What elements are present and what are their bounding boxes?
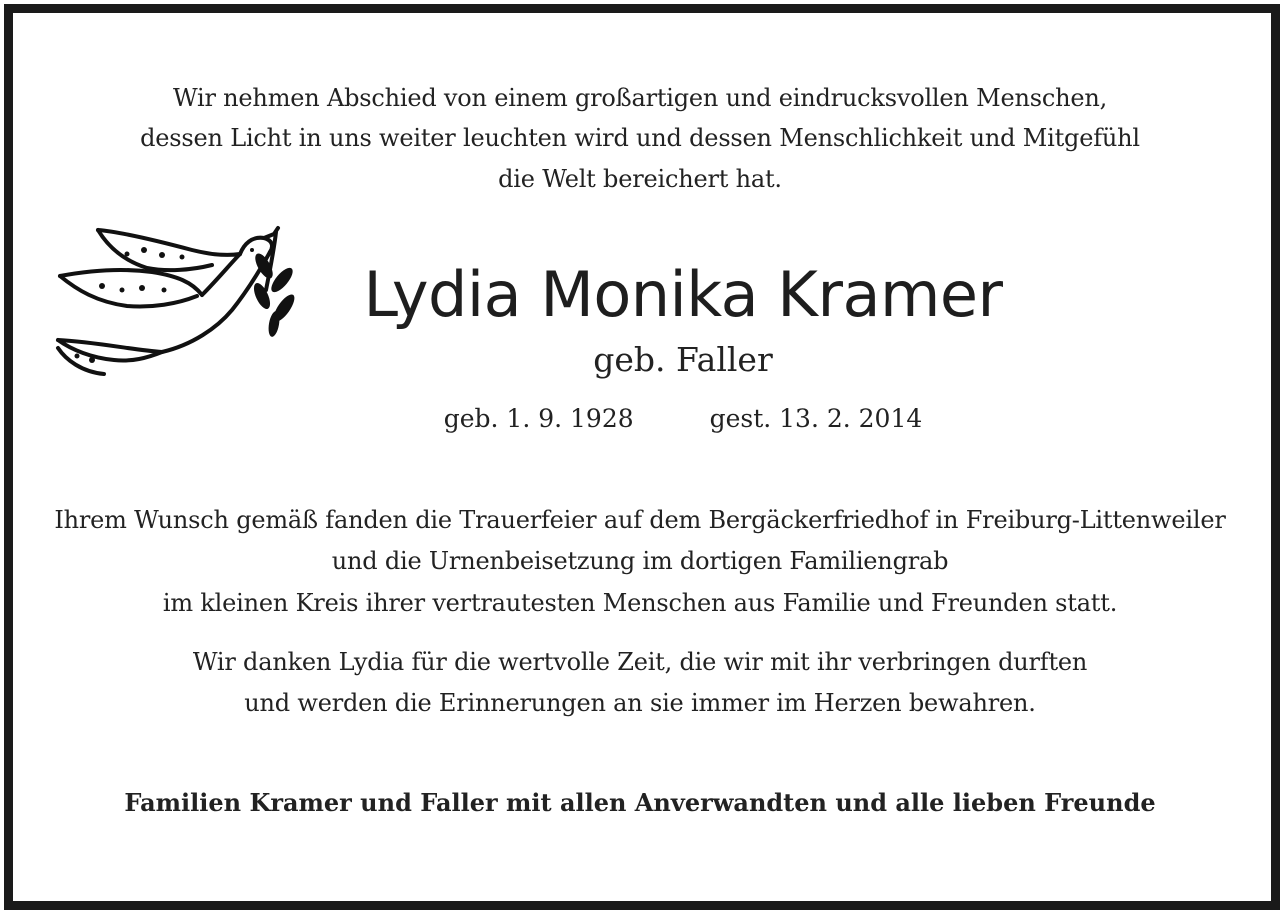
birth-date: geb. 1. 9. 1928 <box>443 404 634 433</box>
death-date: gest. 13. 2. 2014 <box>709 404 923 433</box>
intro-line-1: Wir nehmen Abschied von einem großartigen und eindrucksvollen Menschen, <box>172 84 1108 112</box>
thanks-line-1: Wir danken Lydia für die wertvolle Zeit, die wir mit ihr verbringen durften <box>192 648 1088 676</box>
ceremony-line-1: Ihrem Wunsch gemäß fanden die Trauerfeier auf dem Bergäckerfriedhof in Freiburg-Littenweiler <box>54 506 1226 534</box>
thanks-line-2: und werden die Erinnerungen an sie immer im Herzen bewahren. <box>244 689 1036 717</box>
ceremony-line-3: im kleinen Kreis ihrer vertrautesten Menschen aus Familie und Freunden statt. <box>162 589 1118 617</box>
ceremony-line-2: und die Urnenbeisetzung im dortigen Familiengrab <box>331 547 949 575</box>
intro-line-3: die Welt bereichert hat. <box>498 165 782 193</box>
intro-line-2: dessen Licht in uns weiter leuchten wird und dessen Menschlichkeit und Mitgefühl <box>140 124 1140 152</box>
maiden-name: geb. Faller <box>593 340 773 379</box>
deceased-name: Lydia Monika Kramer <box>363 258 1003 331</box>
life-dates <box>43 404 1280 433</box>
signature: Familien Kramer und Faller mit allen Anverwandten und alle lieben Freunde <box>124 788 1156 817</box>
